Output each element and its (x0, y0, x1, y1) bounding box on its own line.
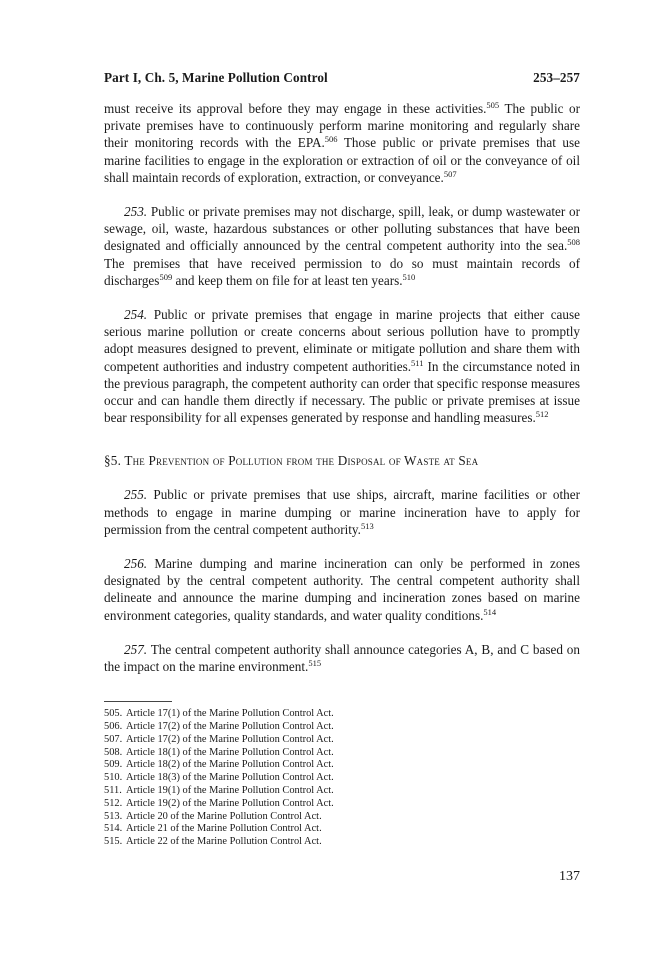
running-header (104, 70, 580, 86)
paragraph-253: 253. Public or private premises may not discharge, spill, leak, or dump wastewater or sewage, oil, waste, hazardous substances or other polluting substances that have been designated and officially announced by the central competent authority into the sea.$^{508}$ The premises that have received permission to do so must maintain records of discharges$^{509}$ and keep them on file for at least ten years.$^{510}$ (104, 204, 580, 288)
footnote-item: 509. Article 18(2) of the Marine Pollution Control Act. (104, 759, 334, 771)
paragraph-continued: must receive its approval before they may engage in these activities.$^{505}$ The public or private premises have to continuously perform marine monitoring and regularly share their monitoring records with the EPA.$^{506}$ Those public or private premises that use marine facilities to engage in the exploration or extraction of oil or the conveyance of oil shall maintain records of exploration, extraction, or conveyance.$^{507}$ (104, 100, 580, 185)
footnote-ref[interactable]: 510 (402, 271, 416, 282)
footnotes-list (104, 708, 580, 849)
paragraph-number: 257. (124, 641, 148, 657)
paragraph-number: 255. (124, 487, 148, 503)
footnote-item: 515. Article 22 of the Marine Pollution Control Act. (104, 836, 322, 848)
footnote-item: 507. Article 17(2) of the Marine Pollution Control Act. (104, 733, 334, 745)
paragraph-256: 256. Marine dumping and marine incineration can only be performed in zones designated by the central competent authority. The central competent authority shall delineate and announce the marine dumping and incineration zones based on marine environment categories, quality standards, and water quality conditions.$^{514}$ (104, 556, 580, 623)
footnote-item: 512. Article 19(2) of the Marine Pollution Control Act. (104, 797, 334, 809)
footnote-ref[interactable]: 513 (360, 520, 374, 531)
footnote-ref[interactable]: 505 (486, 100, 500, 110)
section-heading: §5. The Prevention of Pollution from the Disposal of Waste at Sea (104, 453, 479, 469)
footnote-divider (104, 701, 172, 702)
footnote-ref[interactable]: 509 (159, 271, 173, 282)
footnote-item: 514. Article 21 of the Marine Pollution Control Act. (104, 823, 322, 835)
paragraph-255: 255. Public or private premises that use ships, aircraft, marine facilities or other methods to engage in marine dumping or marine incineration have to apply for permission from the central competent authority.$^{513}$ (104, 487, 580, 537)
footnote-item: 505. Article 17(1) of the Marine Pollution Control Act. (104, 708, 334, 720)
page-number: 137 (559, 869, 580, 884)
paragraph-254: 254. Public or private premises that engage in marine projects that either cause serious marine pollution or create concerns about serious pollution have to promptly adopt measures designed to prevent, eliminate or mitigate pollution and share them with competent authorities and industry competent authorities.$^{511}$ In the circumstance noted in the previous paragraph, the competent authority can order that specific response measures occur and can handle them directly if necessary. The public or private premises at issue bear responsibility for all expenses generated by response and handling measures.$^{512}$ (104, 307, 580, 426)
footnote-ref[interactable]: 508 (567, 237, 580, 248)
paragraph-number: 253. (124, 204, 148, 220)
footnote-ref[interactable]: 514 (483, 606, 497, 617)
header-chapter-title: Part I, Ch. 5, Marine Pollution Control (104, 70, 328, 85)
footnote-ref[interactable]: 512 (535, 409, 549, 420)
paragraph-number: 254. (124, 307, 148, 323)
page-body (104, 70, 580, 849)
footnote-ref[interactable]: 506 (324, 134, 338, 145)
footnote-item: 513. Article 20 of the Marine Pollution Control Act. (104, 810, 322, 822)
footnote-item: 506. Article 17(2) of the Marine Pollution Control Act. (104, 721, 334, 733)
footnote-ref[interactable]: 507 (443, 168, 457, 179)
header-paragraph-range: 253–257 (533, 70, 580, 85)
paragraph-257: 257. The central competent authority shall announce categories A, B, and C based on the impact on the marine environment.$^{515}$ (104, 641, 580, 675)
footnote-item: 511. Article 19(1) of the Marine Pollution Control Act. (104, 785, 334, 797)
footnote-ref[interactable]: 511 (411, 357, 424, 368)
footnote-item: 510. Article 18(3) of the Marine Pollution Control Act. (104, 772, 334, 784)
footnote-item: 508. Article 18(1) of the Marine Pollution Control Act. (104, 746, 334, 758)
paragraph-number: 256. (124, 556, 148, 572)
footnote-ref[interactable]: 515 (308, 658, 322, 669)
